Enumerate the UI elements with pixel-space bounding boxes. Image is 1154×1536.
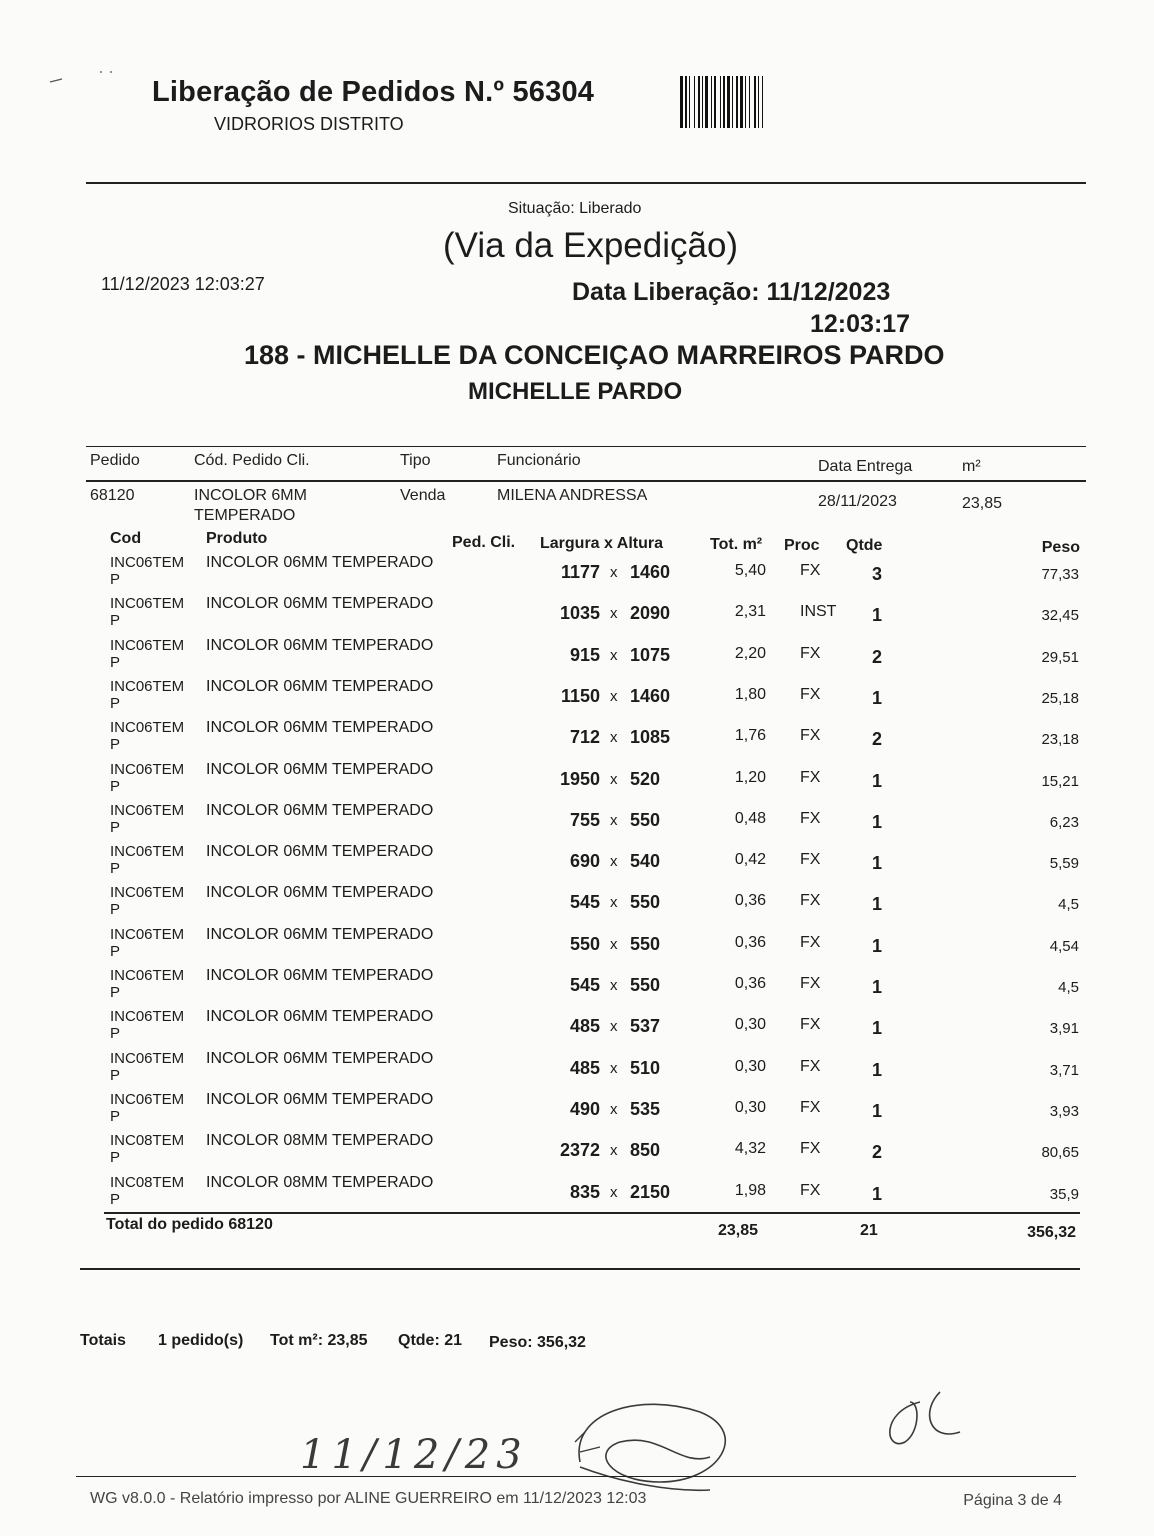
item-cod: INC06TEMP — [110, 554, 185, 588]
item-peso: 5,59 — [1049, 855, 1079, 873]
item-proc: FX — [800, 562, 821, 579]
item-altura: 850 — [630, 1140, 661, 1161]
item-proc: FX — [800, 685, 821, 703]
table-row — [0, 637, 1154, 678]
total-pedido-label: Total do pedido 68120 — [106, 1216, 273, 1233]
page-number: Página 3 de 4 — [963, 1492, 1062, 1509]
item-tot-m2: 0,36 — [734, 933, 766, 951]
item-produto: INCOLOR 06MM TEMPERADO — [206, 636, 434, 654]
col-peso-header: Peso — [1041, 539, 1080, 556]
item-cod: INC06TEMP — [110, 1049, 185, 1084]
item-altura: 520 — [630, 768, 661, 789]
item-produto: INCOLOR 06MM TEMPERADO — [206, 843, 434, 861]
total-peso: 356,32 — [1027, 1224, 1076, 1241]
item-cod: INC06TEMP — [110, 760, 185, 795]
item-proc: FX — [800, 851, 821, 869]
item-cod: INC06TEMP — [110, 843, 185, 878]
item-times-sign: x — [610, 1018, 618, 1036]
item-cod: INC06TEMP — [110, 1090, 185, 1125]
barcode-bar — [758, 76, 759, 128]
item-qtde: 1 — [872, 1059, 883, 1080]
item-tot-m2: 4,32 — [734, 1140, 766, 1158]
totais-label: Totais — [80, 1332, 126, 1349]
item-times-sign: x — [610, 894, 618, 912]
item-largura: 1177 — [560, 562, 600, 582]
item-qtde: 2 — [872, 729, 883, 750]
table-row — [0, 719, 1154, 760]
item-peso: 77,33 — [1041, 566, 1079, 583]
item-produto: INCOLOR 06MM TEMPERADO — [206, 554, 434, 571]
item-qtde: 1 — [872, 894, 883, 915]
table-row — [0, 595, 1154, 636]
col-pedido-header: Pedido — [90, 452, 140, 469]
barcode-bar — [749, 76, 750, 128]
order-cod-pedido-cli: INCOLOR 6MM TEMPERADO — [194, 487, 307, 524]
barcode-bar — [754, 76, 756, 128]
order-data-entrega: 28/11/2023 — [818, 493, 897, 510]
totais-tot-m2: Tot m²: 23,85 — [270, 1332, 368, 1349]
item-largura: 545 — [569, 892, 600, 913]
item-qtde: 1 — [872, 1100, 883, 1121]
barcode-bar — [694, 76, 695, 128]
item-altura: 550 — [630, 892, 661, 913]
via-label: (Via da Expedição) — [443, 226, 739, 265]
item-produto: INCOLOR 06MM TEMPERADO — [206, 801, 434, 819]
barcode-bar — [732, 76, 733, 128]
item-peso: 15,21 — [1041, 772, 1079, 790]
col-data-entrega-header: Data Entrega — [818, 458, 913, 475]
item-largura: 712 — [569, 727, 600, 748]
item-produto: INCOLOR 06MM TEMPERADO — [206, 1049, 434, 1067]
item-qtde: 1 — [872, 811, 883, 832]
item-peso: 4,54 — [1049, 937, 1079, 955]
item-altura: 510 — [630, 1057, 661, 1078]
company-name: VIDRORIOS DISTRITO — [214, 114, 404, 134]
item-times-sign: x — [610, 935, 618, 953]
table-row — [0, 1050, 1154, 1091]
item-peso: 25,18 — [1041, 689, 1079, 707]
item-peso: 6,23 — [1049, 813, 1079, 831]
table-row — [0, 843, 1154, 884]
item-produto: INCOLOR 08MM TEMPERADO — [206, 1173, 434, 1191]
item-largura: 485 — [569, 1057, 600, 1078]
scribble-mark — [40, 66, 130, 90]
item-peso: 23,18 — [1041, 731, 1079, 749]
item-proc: FX — [800, 1140, 821, 1158]
item-tot-m2: 0,36 — [734, 975, 766, 992]
item-largura: 1035 — [559, 603, 600, 624]
item-altura: 1460 — [630, 562, 671, 582]
table-row — [0, 967, 1154, 1008]
order-table-top-rule — [86, 446, 1086, 447]
item-produto: INCOLOR 06MM TEMPERADO — [206, 925, 434, 943]
item-proc: FX — [800, 768, 821, 786]
item-cod: INC06TEMP — [110, 967, 185, 1001]
item-cod: INC06TEMP — [110, 925, 185, 960]
total-rule — [104, 1212, 1080, 1214]
item-proc: FX — [800, 1057, 821, 1075]
order-m2: 23,85 — [962, 495, 1003, 512]
item-tot-m2: 0,30 — [734, 1016, 766, 1034]
item-largura: 485 — [569, 1016, 600, 1037]
item-proc: FX — [800, 892, 821, 910]
table-row — [0, 678, 1154, 719]
item-peso: 3,93 — [1049, 1102, 1079, 1120]
item-largura: 2372 — [559, 1140, 600, 1161]
item-times-sign: x — [610, 729, 618, 747]
barcode-bar — [736, 76, 738, 128]
barcode-bar — [698, 76, 700, 128]
item-tot-m2: 1,76 — [734, 727, 766, 745]
item-cod: INC06TEMP — [110, 636, 185, 671]
barcode-bar — [705, 76, 708, 128]
item-tot-m2: 0,36 — [734, 892, 766, 910]
barcode-bar — [745, 76, 746, 128]
barcode-bar — [685, 76, 687, 128]
barcode-bar — [762, 76, 763, 128]
item-proc: FX — [800, 809, 821, 827]
item-tot-m2: 1,98 — [734, 1181, 766, 1199]
item-cod: INC06TEMP — [110, 677, 185, 712]
report-title: Liberação de Pedidos N.º 56304 — [152, 76, 595, 108]
item-tot-m2: 1,20 — [734, 768, 766, 786]
item-altura: 535 — [630, 1098, 661, 1119]
totais-qtde: Qtde: 21 — [398, 1332, 463, 1349]
item-largura: 550 — [569, 933, 600, 954]
item-cod: INC06TEMP — [110, 1008, 185, 1043]
barcode-bar — [702, 76, 703, 128]
item-produto: INCOLOR 06MM TEMPERADO — [206, 967, 434, 984]
item-largura: 490 — [569, 1098, 600, 1119]
item-produto: INCOLOR 06MM TEMPERADO — [206, 1090, 434, 1108]
item-times-sign: x — [610, 977, 618, 994]
table-row — [0, 802, 1154, 843]
item-proc: FX — [800, 933, 821, 951]
barcode — [680, 76, 860, 128]
item-produto: INCOLOR 06MM TEMPERADO — [206, 719, 434, 737]
item-largura: 545 — [569, 975, 600, 995]
item-cod: INC06TEMP — [110, 595, 185, 630]
item-cod: INC06TEMP — [110, 884, 185, 919]
header-rule — [86, 182, 1086, 184]
footer-rule — [76, 1476, 1076, 1477]
item-largura: 1950 — [559, 768, 600, 789]
item-times-sign: x — [610, 1059, 618, 1077]
printed-timestamp: 11/12/2023 12:03:27 — [101, 274, 265, 294]
item-altura: 550 — [630, 975, 661, 995]
item-times-sign: x — [610, 646, 618, 664]
item-peso: 29,51 — [1041, 648, 1079, 666]
barcode-bar — [711, 76, 712, 128]
item-tot-m2: 2,20 — [734, 644, 766, 662]
item-produto: INCOLOR 06MM TEMPERADO — [206, 677, 434, 695]
table-row — [0, 1091, 1154, 1132]
item-qtde: 2 — [872, 1142, 883, 1163]
col-produto-header: Produto — [206, 530, 268, 547]
item-altura: 1460 — [630, 685, 671, 706]
item-altura: 2090 — [630, 603, 671, 624]
item-times-sign: x — [610, 811, 618, 829]
item-qtde: 1 — [872, 1183, 883, 1204]
item-produto: INCOLOR 06MM TEMPERADO — [206, 884, 434, 902]
item-proc: FX — [800, 1098, 821, 1116]
item-peso: 4,5 — [1058, 896, 1079, 914]
item-times-sign: x — [610, 1100, 618, 1118]
section-rule — [80, 1268, 1080, 1270]
item-tot-m2: 0,30 — [734, 1057, 766, 1075]
item-qtde: 1 — [872, 935, 883, 956]
barcode-bar — [689, 76, 690, 128]
item-cod: INC06TEMP — [110, 719, 185, 754]
item-tot-m2: 0,48 — [734, 809, 766, 827]
item-qtde: 1 — [872, 977, 883, 997]
table-row — [0, 1008, 1154, 1049]
item-tot-m2: 0,42 — [734, 851, 766, 869]
item-proc: FX — [800, 727, 821, 745]
table-row — [0, 761, 1154, 802]
item-times-sign: x — [610, 853, 618, 871]
totais-pedidos: 1 pedido(s) — [158, 1332, 244, 1349]
order-funcionario: MILENA ANDRESSA — [497, 487, 648, 504]
item-qtde: 1 — [872, 770, 883, 791]
col-largura-altura-header: Largura x Altura — [540, 535, 663, 552]
item-times-sign: x — [610, 1183, 618, 1201]
table-row — [0, 1174, 1154, 1215]
item-times-sign: x — [610, 770, 618, 788]
item-largura: 835 — [569, 1181, 600, 1202]
client-name: 188 - MICHELLE DA CONCEIÇAO MARREIROS PARDO — [244, 340, 945, 370]
item-tot-m2: 2,31 — [734, 603, 766, 621]
item-proc: FX — [800, 644, 821, 662]
data-liberacao-time: 12:03:17 — [810, 310, 911, 338]
data-liberacao: Data Liberação: 11/12/2023 — [572, 278, 891, 306]
item-cod: INC06TEMP — [110, 801, 185, 836]
item-peso: 3,71 — [1049, 1061, 1079, 1079]
barcode-bar — [720, 76, 721, 128]
table-row — [0, 926, 1154, 967]
item-proc: INST — [800, 603, 837, 621]
item-qtde: 1 — [872, 605, 883, 626]
item-qtde: 2 — [872, 646, 883, 667]
item-produto: INCOLOR 06MM TEMPERADO — [206, 595, 434, 613]
order-pedido: 68120 — [90, 487, 135, 504]
item-times-sign: x — [610, 605, 618, 623]
client-short-name: MICHELLE PARDO — [468, 378, 683, 405]
item-qtde: 1 — [872, 687, 883, 708]
item-produto: INCOLOR 08MM TEMPERADO — [206, 1132, 434, 1150]
item-cod: INC08TEMP — [110, 1132, 185, 1167]
item-qtde: 1 — [872, 853, 883, 874]
item-qtde: 3 — [872, 564, 883, 584]
item-peso: 35,9 — [1049, 1185, 1079, 1203]
item-altura: 1085 — [630, 727, 671, 748]
item-tot-m2: 0,30 — [734, 1098, 766, 1116]
col-qtde-header: Qtde — [846, 537, 883, 554]
situacao-label: Situação: Liberado — [508, 200, 642, 217]
item-times-sign: x — [610, 687, 618, 705]
item-altura: 537 — [630, 1016, 661, 1037]
order-tipo: Venda — [400, 487, 446, 504]
total-tot-m2: 23,85 — [718, 1222, 759, 1239]
table-row — [0, 554, 1154, 595]
col-proc-header: Proc — [784, 537, 820, 554]
barcode-bar — [740, 76, 743, 128]
table-row — [0, 884, 1154, 925]
barcode-bar — [727, 76, 730, 128]
barcode-bar — [723, 76, 725, 128]
item-tot-m2: 1,80 — [734, 685, 766, 703]
item-altura: 2150 — [630, 1181, 671, 1202]
item-peso: 80,65 — [1041, 1144, 1079, 1162]
item-altura: 550 — [630, 933, 661, 954]
totais-peso: Peso: 356,32 — [489, 1334, 586, 1351]
item-altura: 550 — [630, 809, 661, 830]
col-tot-m2-header: Tot. m² — [710, 536, 763, 553]
col-tipo-header: Tipo — [400, 452, 431, 469]
order-header-rule — [86, 480, 1086, 482]
item-proc: FX — [800, 975, 821, 992]
item-altura: 1075 — [630, 644, 671, 665]
item-largura: 915 — [569, 644, 600, 665]
item-largura: 1150 — [560, 685, 600, 706]
handwritten-date: 11/12/23 — [300, 1432, 528, 1478]
col-cod-pedido-cli-header: Cód. Pedido Cli. — [194, 452, 310, 469]
item-altura: 540 — [630, 851, 661, 872]
col-cod-header: Cod — [110, 530, 142, 547]
item-proc: FX — [800, 1016, 821, 1034]
table-row — [0, 1132, 1154, 1173]
total-qtde: 21 — [860, 1222, 878, 1239]
barcode-bar — [714, 76, 716, 128]
item-produto: INCOLOR 06MM TEMPERADO — [206, 1008, 434, 1026]
item-times-sign: x — [610, 564, 618, 581]
item-tot-m2: 5,40 — [734, 562, 766, 579]
col-funcionario-header: Funcionário — [497, 452, 581, 469]
item-peso: 3,91 — [1049, 1020, 1079, 1038]
item-peso: 4,5 — [1058, 979, 1079, 996]
item-cod: INC08TEMP — [110, 1173, 185, 1208]
item-qtde: 1 — [872, 1018, 883, 1039]
item-proc: FX — [800, 1181, 821, 1199]
item-largura: 755 — [569, 809, 600, 830]
footer-print-info: WG v8.0.0 - Relatório impresso por ALINE GUERREIRO em 11/12/2023 12:03 — [90, 1490, 647, 1507]
item-peso: 32,45 — [1041, 607, 1079, 625]
item-produto: INCOLOR 06MM TEMPERADO — [206, 760, 434, 778]
col-m2-header: m² — [962, 458, 981, 475]
item-largura: 690 — [569, 851, 600, 872]
col-ped-cli-header: Ped. Cli. — [452, 534, 516, 551]
item-times-sign: x — [610, 1142, 618, 1160]
barcode-bar — [680, 76, 683, 128]
